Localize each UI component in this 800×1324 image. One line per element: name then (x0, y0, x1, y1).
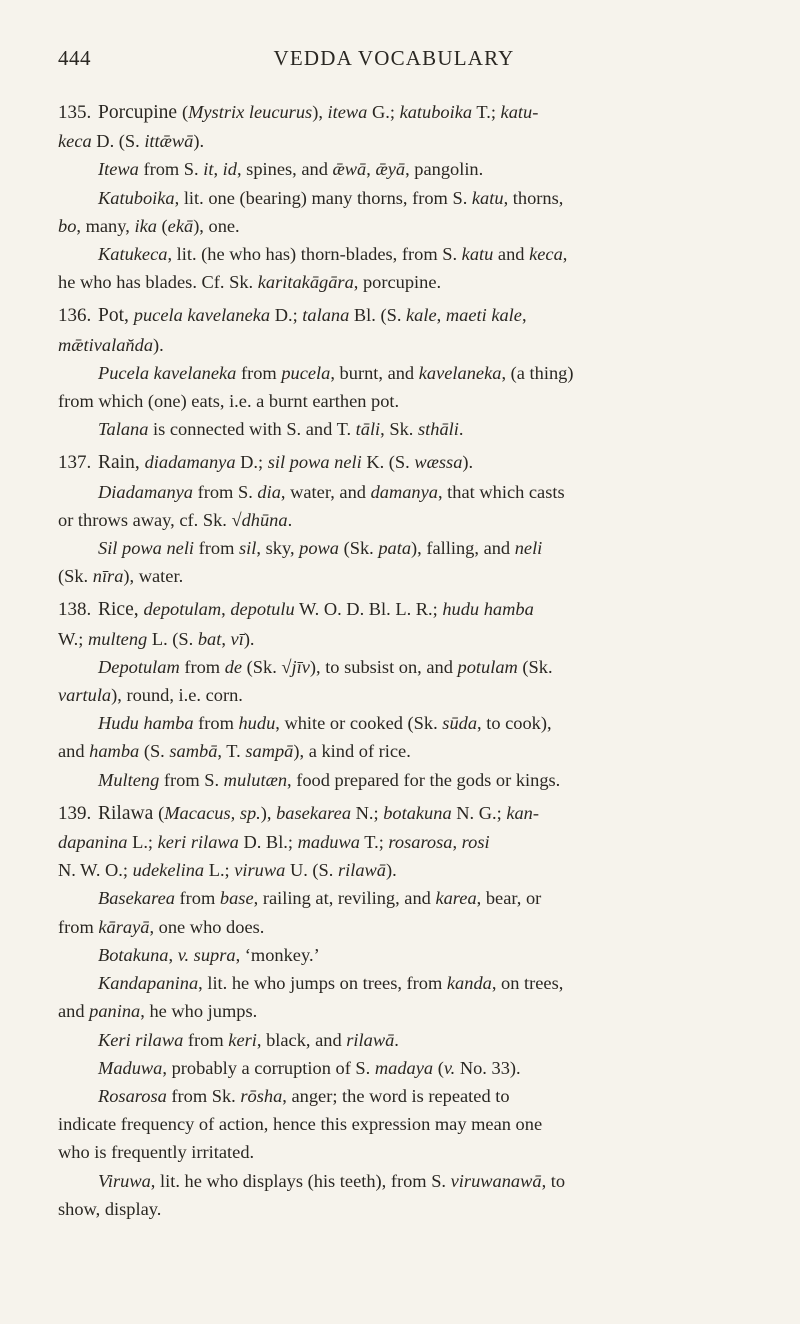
text-run: who is frequently irritated. (58, 1142, 255, 1163)
page-header (58, 46, 730, 76)
text-run: , to (541, 1170, 566, 1191)
etymology-note (58, 766, 732, 794)
text-line (98, 1054, 732, 1082)
italic-term: ittǣwā (144, 131, 194, 152)
entry-heading (58, 301, 732, 358)
italic-term: sūda (442, 713, 478, 734)
text-line (98, 1026, 732, 1054)
italic-term: vartula (58, 685, 112, 706)
text-run: from (179, 656, 225, 677)
italic-term: rilawā (337, 860, 387, 881)
italic-term: Mystrix leucurus (188, 102, 313, 122)
text-run: , lit. he who displays (his teeth), from S. (150, 1170, 451, 1191)
text-run: from (193, 713, 239, 734)
etymology-note (58, 415, 732, 443)
text-run: , black, and (256, 1029, 347, 1050)
text-line (98, 653, 732, 681)
text-run: ( (181, 102, 189, 122)
text-run: (S. (139, 741, 170, 762)
text-run: , on trees, (491, 973, 564, 994)
text-run: from (174, 888, 220, 909)
text-run: (Sk. (58, 566, 93, 587)
text-run: , (213, 159, 223, 180)
italic-term: Pucela kavelaneka (98, 362, 237, 383)
vocabulary-entry (58, 98, 732, 296)
headword: Rice, (98, 599, 144, 621)
text-run: L.; (204, 860, 235, 881)
text-line (58, 595, 732, 624)
text-line (58, 268, 732, 296)
italic-term: basekarea (276, 802, 352, 823)
text-run: show, display. (58, 1198, 162, 1219)
text-run: from Sk. (166, 1085, 241, 1106)
entry-number: 138. (58, 599, 92, 621)
text-run: ( (158, 802, 165, 823)
text-run: ). (153, 334, 164, 355)
text-run: D. (S. (91, 131, 145, 152)
text-run: from (236, 362, 282, 383)
italic-term: Maduwa (98, 1057, 163, 1078)
vocabulary-entries (58, 98, 732, 1228)
italic-term: Viruwa (98, 1170, 151, 1191)
text-line (98, 884, 732, 912)
text-line (98, 709, 732, 737)
text-run: , spines, and (236, 159, 333, 180)
italic-term: maduwa (297, 832, 360, 853)
etymology-note (58, 1082, 732, 1167)
text-run: , (a thing) (501, 362, 574, 383)
text-line (58, 799, 732, 828)
italic-term: de (224, 656, 243, 677)
italic-term: mǣtivalan̆da (58, 334, 154, 355)
text-line (58, 681, 732, 709)
italic-term: √dhūna (231, 509, 288, 530)
italic-term: maeti kale (445, 305, 522, 326)
text-run: from (183, 1029, 229, 1050)
text-run: U. (S. (285, 860, 338, 881)
italic-term: viruwanawā (450, 1170, 542, 1191)
italic-term: base (219, 888, 254, 909)
text-line (58, 387, 732, 415)
text-run: T.; (472, 102, 501, 122)
text-line (98, 969, 732, 997)
italic-term: vī (230, 628, 244, 649)
text-run: , bear, or (476, 888, 542, 909)
text-run: No. 33). (455, 1057, 521, 1078)
text-run: , burnt, and (330, 362, 419, 383)
italic-term: viruwa (234, 860, 286, 881)
vocabulary-entry (58, 595, 732, 793)
text-run: , ‘monkey.’ (235, 944, 320, 965)
italic-term: keri rilawa (157, 832, 239, 853)
text-run: . (394, 1029, 399, 1050)
etymology-note (58, 478, 732, 534)
text-run: , anger; the word is repeated to (282, 1085, 510, 1106)
italic-term: tāli (355, 419, 381, 440)
text-line (58, 127, 732, 155)
italic-term: Hudu hamba (98, 713, 194, 734)
text-line (58, 737, 732, 765)
text-line (58, 997, 732, 1025)
text-run: ), falling, and (411, 538, 515, 559)
text-run: ( (156, 215, 168, 236)
italic-term: multeng (87, 628, 148, 649)
text-run: and (493, 244, 530, 265)
text-line (58, 828, 732, 856)
text-run: ), to subsist on, and (309, 656, 458, 677)
text-line (58, 1138, 732, 1166)
italic-term: katu- (500, 102, 539, 122)
entry-number: 135. (58, 102, 92, 123)
text-run: D.; (235, 452, 268, 473)
text-run: , food prepared for the gods or kings. (287, 769, 561, 790)
italic-term: diadamanya (144, 452, 236, 473)
text-run: . (287, 509, 293, 530)
italic-term: botakuna (383, 802, 452, 823)
text-run: (Sk. (517, 656, 553, 677)
headword: Rain, (98, 452, 145, 474)
italic-term: rosi (461, 832, 490, 853)
page-number: 444 (58, 46, 91, 70)
italic-term: ǣwā (332, 159, 367, 180)
text-run: is connected with S. and T. (148, 419, 356, 440)
italic-term: sil powa neli (267, 452, 362, 473)
italic-term: it (203, 159, 214, 180)
text-run: from (194, 538, 239, 559)
text-line (98, 941, 732, 969)
text-run: W.; (58, 628, 88, 649)
text-run: , (452, 832, 462, 853)
text-line (98, 534, 732, 562)
etymology-note (58, 941, 732, 969)
text-line (58, 506, 732, 534)
text-run: N. G.; (451, 802, 507, 823)
italic-term: depotulam (143, 599, 222, 620)
etymology-note (58, 240, 732, 296)
italic-term: mulutæn (223, 769, 288, 790)
text-line (58, 331, 732, 359)
italic-term: v. supra (177, 944, 236, 965)
headword: Pot, (98, 305, 134, 327)
text-run: , porcupine. (353, 272, 442, 293)
text-run: ). (193, 131, 205, 152)
etymology-note (58, 709, 732, 765)
italic-term: kārayā (98, 916, 150, 937)
text-run: , Sk. (380, 419, 418, 440)
italic-term: Sil powa neli (98, 538, 195, 559)
text-line (58, 301, 732, 330)
text-run: from (58, 916, 99, 937)
text-run: , lit. one (bearing) many thorns, from S. (174, 187, 472, 208)
italic-term: sampā (245, 741, 294, 762)
vocabulary-entry (58, 799, 732, 1223)
text-run: , (366, 159, 376, 180)
etymology-note (58, 1167, 732, 1223)
entry-heading (58, 595, 732, 652)
text-run: ). (243, 628, 255, 649)
text-run: , (221, 628, 231, 649)
text-line (98, 359, 732, 387)
text-run: from S. (159, 769, 224, 790)
italic-term: panina (89, 1001, 141, 1022)
etymology-note (58, 1026, 732, 1054)
text-run: , railing at, reviling, and (253, 888, 436, 909)
headword: Porcupine (98, 102, 182, 123)
italic-term: depotulu (230, 599, 295, 620)
headword: Rilawa (98, 802, 159, 824)
entry-heading (58, 448, 732, 477)
text-run: and (58, 1001, 90, 1022)
text-run: T.; (359, 832, 389, 853)
etymology-note (58, 359, 732, 415)
etymology-note (58, 1054, 732, 1082)
italic-term: keri (228, 1029, 257, 1050)
text-run: ), (312, 102, 328, 122)
italic-term: ǣyā (375, 159, 406, 180)
text-run: , (221, 599, 231, 620)
text-line (98, 415, 732, 443)
italic-term: pata (378, 538, 412, 559)
text-run: G.; (367, 102, 400, 122)
italic-term: sambā (169, 741, 218, 762)
text-run: (Sk. (339, 538, 379, 559)
italic-term: Botakuna (98, 944, 169, 965)
italic-term: wæssa (414, 452, 463, 473)
text-run: , to cook), (477, 713, 552, 734)
italic-term: ekā (167, 215, 194, 236)
text-run: , pangolin. (405, 159, 484, 180)
text-run: ). (386, 860, 397, 881)
text-line (58, 212, 732, 240)
italic-term: Rosarosa (98, 1085, 167, 1106)
etymology-note (58, 534, 732, 590)
entry-number: 136. (58, 305, 92, 327)
italic-term: Keri rilawa (98, 1029, 184, 1050)
text-run: from S. (138, 159, 204, 180)
italic-term: damanya (370, 481, 438, 502)
text-run: from S. (193, 481, 258, 502)
text-line (58, 856, 732, 884)
text-run: , (436, 305, 446, 326)
text-run: he who has blades. Cf. Sk. (58, 272, 258, 293)
etymology-note (58, 155, 732, 183)
text-line (98, 478, 732, 506)
text-line (98, 1167, 732, 1195)
text-run: , thorns, (503, 187, 564, 208)
text-run: ), (260, 802, 277, 823)
text-line (98, 1082, 732, 1110)
text-run: L. (S. (147, 628, 198, 649)
text-run: ), a kind of rice. (293, 741, 411, 762)
text-line (58, 913, 732, 941)
text-run: or throws away, cf. Sk. (58, 509, 232, 530)
text-run: . (458, 419, 464, 440)
italic-term: hudu hamba (442, 599, 534, 620)
italic-term: rosarosa (388, 832, 453, 853)
italic-term: Katuboika (98, 187, 175, 208)
text-run: D. Bl.; (238, 832, 298, 853)
italic-term: Talana (98, 419, 149, 440)
italic-term: id (222, 159, 237, 180)
italic-term: Diadamanya (98, 481, 194, 502)
italic-term: nīra (92, 566, 124, 587)
text-run: , lit. he who jumps on trees, from (198, 973, 447, 994)
text-run: , probably a corruption of S. (162, 1057, 375, 1078)
text-run: , lit. (he who has) thorn-blades, from S. (167, 244, 462, 265)
text-line (98, 184, 732, 212)
italic-term: v. (443, 1057, 456, 1078)
text-run: , (168, 944, 178, 965)
italic-term: keca (529, 244, 563, 265)
italic-term: pucela kavelaneka (133, 305, 271, 326)
etymology-note (58, 884, 732, 940)
italic-term: kale (406, 305, 437, 326)
italic-term: itewa (327, 102, 368, 122)
italic-term: keca (58, 131, 92, 152)
text-run: W. O. D. Bl. L. R.; (294, 599, 443, 620)
italic-term: pucela (281, 362, 331, 383)
italic-term: katu (461, 244, 494, 265)
italic-term: sthāli (418, 419, 459, 440)
italic-term: rilawā (346, 1029, 395, 1050)
text-run: , sky, (256, 538, 300, 559)
text-line (58, 562, 732, 590)
etymology-note (58, 653, 732, 709)
entry-number: 137. (58, 452, 92, 474)
italic-term: bo (58, 215, 77, 236)
text-line (58, 1110, 732, 1138)
italic-term: neli (514, 538, 543, 559)
text-run: ). (462, 452, 474, 473)
text-line (58, 625, 732, 653)
etymology-note (58, 184, 732, 240)
text-run: and (58, 741, 90, 762)
text-run: (Sk. (242, 656, 282, 677)
italic-term: dapanina (58, 832, 128, 853)
italic-term: katu (471, 187, 504, 208)
etymology-note (58, 969, 732, 1025)
text-run: ), one. (193, 215, 240, 236)
text-run: Bl. (S. (349, 305, 407, 326)
italic-term: hudu (238, 713, 276, 734)
text-line (98, 240, 732, 268)
text-run: , he who jumps. (140, 1001, 258, 1022)
text-run: L.; (127, 832, 158, 853)
text-run: D.; (270, 305, 303, 326)
italic-term: dia (257, 481, 281, 502)
text-run: , one who does. (149, 916, 265, 937)
text-run: , many, (76, 215, 135, 236)
text-run: from which (one) eats, i.e. a burnt earthen pot. (58, 391, 400, 412)
italic-term: potulam (457, 656, 518, 677)
italic-term: bat (197, 628, 222, 649)
italic-term: √jīv (281, 656, 310, 677)
italic-term: karea (435, 888, 477, 909)
italic-term: madaya (374, 1057, 434, 1078)
italic-term: Kandapanina (98, 973, 199, 994)
text-run: N. W. O.; (58, 860, 133, 881)
italic-term: ika (134, 215, 157, 236)
italic-term: Katukeca (98, 244, 168, 265)
italic-term: kan- (506, 802, 540, 823)
vocabulary-entry (58, 301, 732, 443)
italic-term: Basekarea (98, 888, 175, 909)
text-run: , (521, 305, 527, 326)
italic-term: talana (302, 305, 350, 326)
italic-term: Multeng (98, 769, 160, 790)
italic-term: sil (239, 538, 257, 559)
italic-term: Macacus, sp. (164, 802, 261, 823)
italic-term: katuboika (399, 102, 473, 122)
text-line (98, 766, 732, 794)
text-run: , white or cooked (Sk. (275, 713, 443, 734)
text-run: K. (S. (361, 452, 415, 473)
italic-term: karitakāgāra (257, 272, 354, 293)
italic-term: Depotulam (98, 656, 180, 677)
entry-heading (58, 98, 732, 155)
italic-term: kanda (446, 973, 492, 994)
text-line (58, 98, 732, 127)
italic-term: rōsha (240, 1085, 283, 1106)
text-line (58, 448, 732, 477)
italic-term: hamba (89, 741, 140, 762)
italic-term: kavelaneka (418, 362, 502, 383)
italic-term: powa (299, 538, 339, 559)
vocabulary-entry (58, 448, 732, 590)
text-line (58, 1195, 732, 1223)
text-run: ( (433, 1057, 444, 1078)
running-title: VEDDA VOCABULARY (273, 46, 515, 70)
italic-term: udekelina (132, 860, 205, 881)
text-run: N.; (351, 802, 384, 823)
text-run: , that which casts (437, 481, 565, 502)
italic-term: Itewa (98, 159, 139, 180)
text-line (98, 155, 732, 183)
entry-heading (58, 799, 732, 885)
text-run: ), round, i.e. corn. (111, 685, 243, 706)
text-run: indicate frequency of action, hence this expression may mean one (58, 1114, 543, 1135)
text-run: , T. (217, 741, 246, 762)
text-run: ), water. (123, 566, 184, 587)
entry-number: 139. (58, 802, 92, 824)
text-run: , (562, 244, 568, 265)
text-run: , water, and (280, 481, 371, 502)
